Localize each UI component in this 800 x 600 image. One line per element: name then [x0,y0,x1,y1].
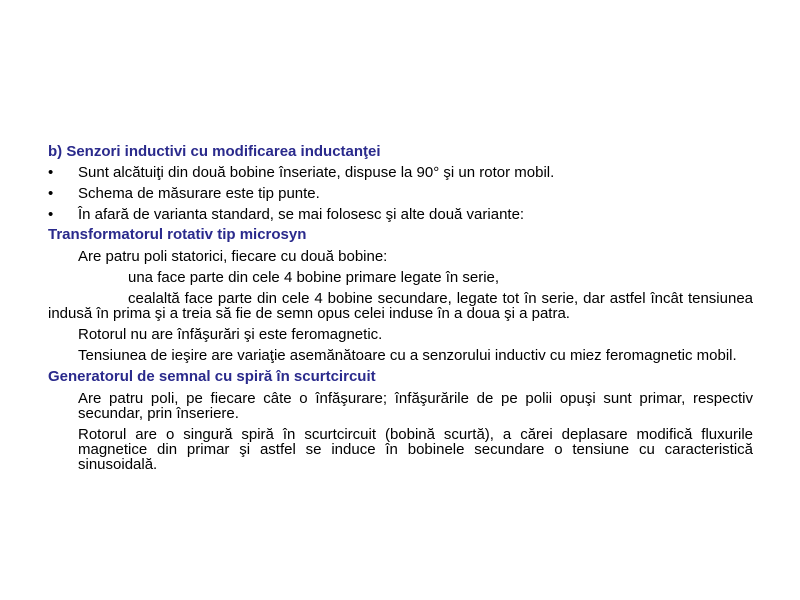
list-item [48,162,753,183]
sub2-text: cealaltă face parte din cele 4 bobine secundare, legate tot în serie, dar astfel încât tensiunea indusă în prima şi a treia să fie de semn opus celei induse în a doua şi a patra. [48,290,753,322]
list-item [48,204,753,225]
paragraph-microsyn-sub2 [48,291,753,321]
bullet-list [48,162,753,225]
section-title-text: Senzori inductivi cu modificarea inductanţei [66,143,381,160]
bullet-icon: • [48,164,54,181]
subsection-heading-generator: Generatorul de semnal cu spiră în scurtcircuit [48,368,376,385]
bullet-text: Schema de măsurare este tip punte. [78,185,320,202]
section-title [48,142,753,162]
subsection-heading-microsyn: Transformatorul rotativ tip microsyn [48,226,307,243]
slide-content [48,142,753,472]
bullet-text: În afară de varianta standard, se mai folosesc şi alte două variante: [78,206,525,223]
paragraph-microsyn-output: Tensiunea de ieşire are variaţie asemănătoare cu a senzorului inductiv cu miez feromagnetic mobil. [78,347,737,364]
bullet-icon: • [48,206,54,223]
paragraph-microsyn-intro: Are patru poli statorici, fiecare cu două bobine: [78,248,388,265]
paragraph-microsyn-rotor: Rotorul nu are înfăşurări şi este feromagnetic. [78,326,383,343]
paragraph-microsyn-sub1 [48,270,753,285]
bullet-icon: • [48,185,54,202]
section-title-prefix: b) [48,143,67,160]
bullet-text: Sunt alcătuiţi din două bobine înseriate, dispuse la 90° şi un rotor mobil. [78,164,555,181]
paragraph-generator-rotor: Rotorul are o singură spiră în scurtcircuit (bobină scurtă), a cărei deplasare modifică fluxurile magnetice din primar şi astfel se induce în bobinele secundare o tensiune cu caracteristică sinusoidală. [78,426,753,473]
list-item [48,183,753,204]
sub1-text: una face parte din cele 4 bobine primare legate în serie, [128,269,500,286]
paragraph-generator-poles: Are patru poli, pe fiecare câte o înfăşurare; înfăşurările de pe polii opuşi sunt primar, respectiv secundar, prin înseriere. [78,390,753,422]
